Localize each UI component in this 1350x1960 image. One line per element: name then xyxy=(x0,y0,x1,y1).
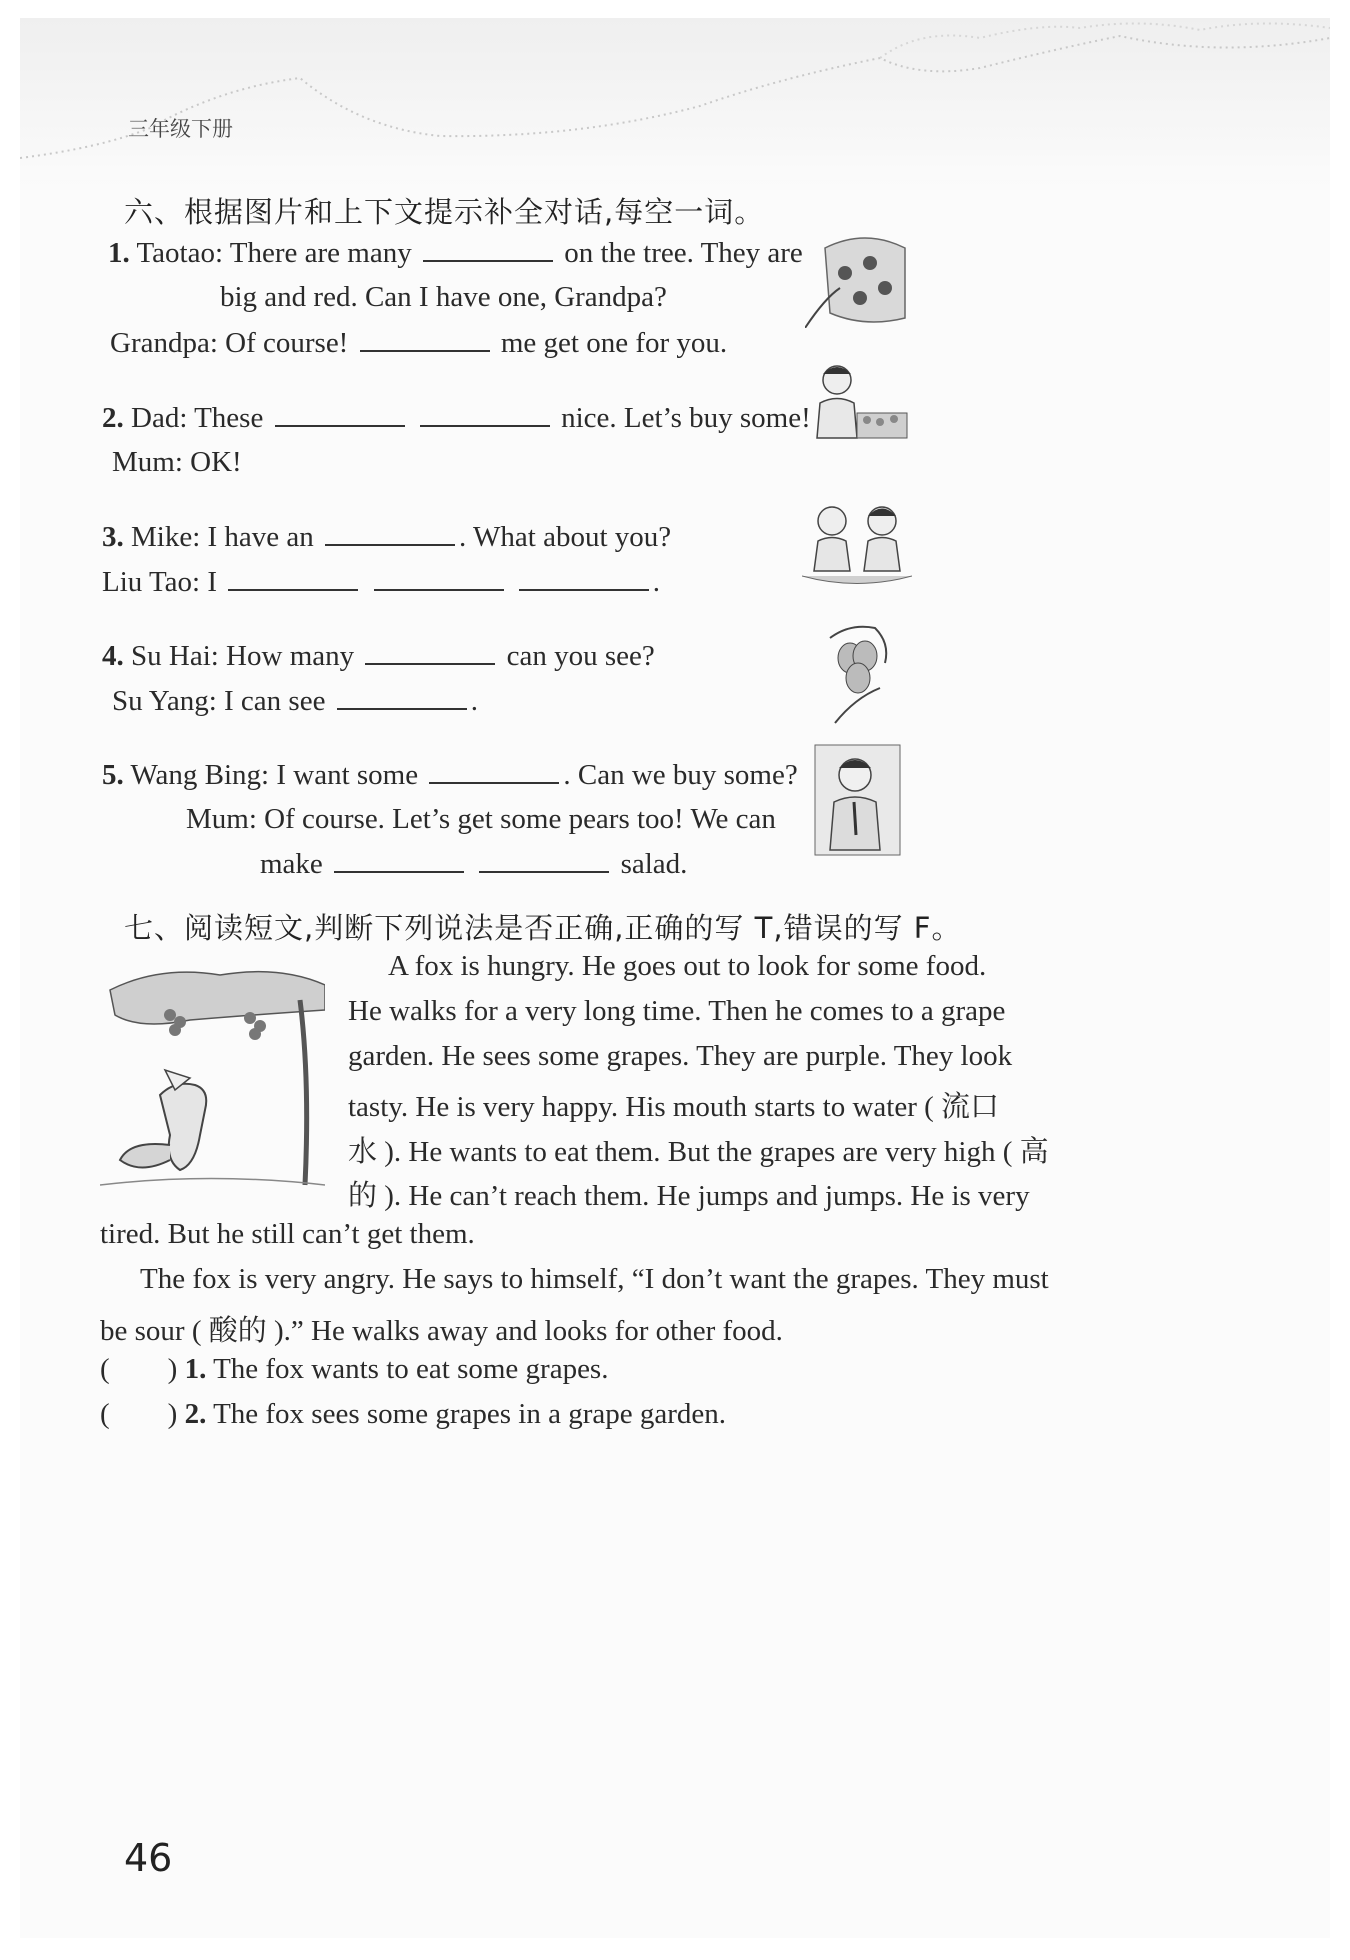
q2-line2: Mum: OK! xyxy=(112,446,242,478)
tf-item-1-text: The fox wants to eat some grapes. xyxy=(213,1353,609,1385)
tf-item-1-number: 1. xyxy=(184,1353,207,1385)
q3-line1-b: . What about you? xyxy=(459,521,672,553)
q5-line3-b: salad. xyxy=(620,848,688,880)
q5-line3-a: make xyxy=(260,848,323,880)
q1-line1-a: Taotao: There are many xyxy=(136,237,412,269)
q4-line2 xyxy=(112,684,478,718)
section-6-title: 六、根据图片和上下文提示补全对话,每空一词。 xyxy=(124,195,765,229)
q5-line2: Mum: Of course. Let’s get some pears too! We can xyxy=(186,803,776,835)
q4-line1 xyxy=(102,639,655,673)
q3-line2 xyxy=(102,565,660,599)
q4-line2-b: . xyxy=(470,685,478,717)
q3-blank-3[interactable] xyxy=(374,565,504,591)
q3-blank-1[interactable] xyxy=(325,520,455,546)
fox-and-grapes-picture xyxy=(100,960,325,1190)
q3-line2-a: Liu Tao: I xyxy=(102,566,218,598)
q1-blank-2[interactable] xyxy=(360,326,490,352)
q4-line1-a: Su Hai: How many xyxy=(131,640,355,672)
q5-blank-1[interactable] xyxy=(429,758,559,784)
q5-blank-2[interactable] xyxy=(334,847,464,873)
story-line-3: garden. He sees some grapes. They are purple. They look xyxy=(348,1040,1013,1072)
q3-number: 3. xyxy=(102,521,124,553)
q1-line3-b: me get one for you. xyxy=(500,327,728,359)
header-wave-decoration xyxy=(20,18,1330,188)
q5-line1 xyxy=(102,758,798,792)
q4-line1-b: can you see? xyxy=(506,640,655,672)
apple-tree-picture xyxy=(805,228,915,328)
q5-line1-a: Wang Bing: I want some xyxy=(130,759,419,791)
header-band xyxy=(20,18,1330,188)
q2-blank-2[interactable] xyxy=(420,401,550,427)
story-line-4: tasty. He is very happy. His mouth starts to water ( 流口 xyxy=(348,1091,1000,1123)
q5-number: 5. xyxy=(102,759,124,791)
q3-line1 xyxy=(102,520,671,554)
grade-label: 三年级下册 xyxy=(128,117,233,141)
tf-item-2 xyxy=(100,1398,726,1431)
q1-line3 xyxy=(110,326,727,360)
q2-line1-a: Dad: These xyxy=(131,402,264,434)
page-number: 46 xyxy=(124,1836,173,1880)
q2-line1 xyxy=(102,401,811,435)
q3-blank-4[interactable] xyxy=(519,565,649,591)
story-line-1: A fox is hungry. He goes out to look for some food. xyxy=(388,950,987,982)
mike-liutao-picture xyxy=(802,496,912,591)
q2-number: 2. xyxy=(102,402,124,434)
q5-blank-3[interactable] xyxy=(479,847,609,873)
q1-line1 xyxy=(108,236,803,270)
q1-line2: big and red. Can I have one, Grandpa? xyxy=(220,281,667,313)
q4-blank-2[interactable] xyxy=(337,684,467,710)
q1-blank-1[interactable] xyxy=(423,236,553,262)
wang-bing-picture xyxy=(810,740,905,860)
section-7-title: 七、阅读短文,判断下列说法是否正确,正确的写 T,错误的写 F。 xyxy=(124,911,962,945)
q1-number: 1. xyxy=(108,237,130,269)
q4-line2-a: Su Yang: I can see xyxy=(112,685,326,717)
q5-line1-b: . Can we buy some? xyxy=(563,759,798,791)
q1-line3-a: Grandpa: Of course! xyxy=(110,327,349,359)
tf-item-1 xyxy=(100,1353,608,1386)
workbook-page xyxy=(20,18,1330,1938)
tf-item-2-text: The fox sees some grapes in a grape garden. xyxy=(213,1398,726,1430)
q4-number: 4. xyxy=(102,640,124,672)
q1-line1-b: on the tree. They are xyxy=(564,237,803,269)
story-line-2: He walks for a very long time. Then he comes to a grape xyxy=(348,995,1006,1027)
q2-line1-b: nice. Let’s buy some! xyxy=(561,402,811,434)
tf-item-2-number: 2. xyxy=(184,1398,207,1430)
q5-line3 xyxy=(260,847,687,881)
q2-blank-1[interactable] xyxy=(275,401,405,427)
tf-item-1-answer-box[interactable]: ( ) xyxy=(100,1353,178,1385)
q3-blank-2[interactable] xyxy=(228,565,358,591)
q3-line2-b: . xyxy=(652,566,661,598)
mango-picture xyxy=(820,618,895,728)
dad-shopping-picture xyxy=(802,358,912,448)
story-line-8: The fox is very angry. He says to himself, “I don’t want the grapes. They must xyxy=(140,1263,1049,1295)
story-line-6: 的 ). He can’t reach them. He jumps and jumps. He is very xyxy=(348,1180,1030,1212)
story-line-9: be sour ( 酸的 ).” He walks away and looks for other food. xyxy=(100,1315,783,1347)
q4-blank-1[interactable] xyxy=(365,639,495,665)
q3-line1-a: Mike: I have an xyxy=(131,521,314,553)
story-line-7: tired. But he still can’t get them. xyxy=(100,1218,475,1250)
story-line-5: 水 ). He wants to eat them. But the grapes are very high ( 高 xyxy=(348,1136,1049,1168)
tf-item-2-answer-box[interactable]: ( ) xyxy=(100,1398,178,1430)
